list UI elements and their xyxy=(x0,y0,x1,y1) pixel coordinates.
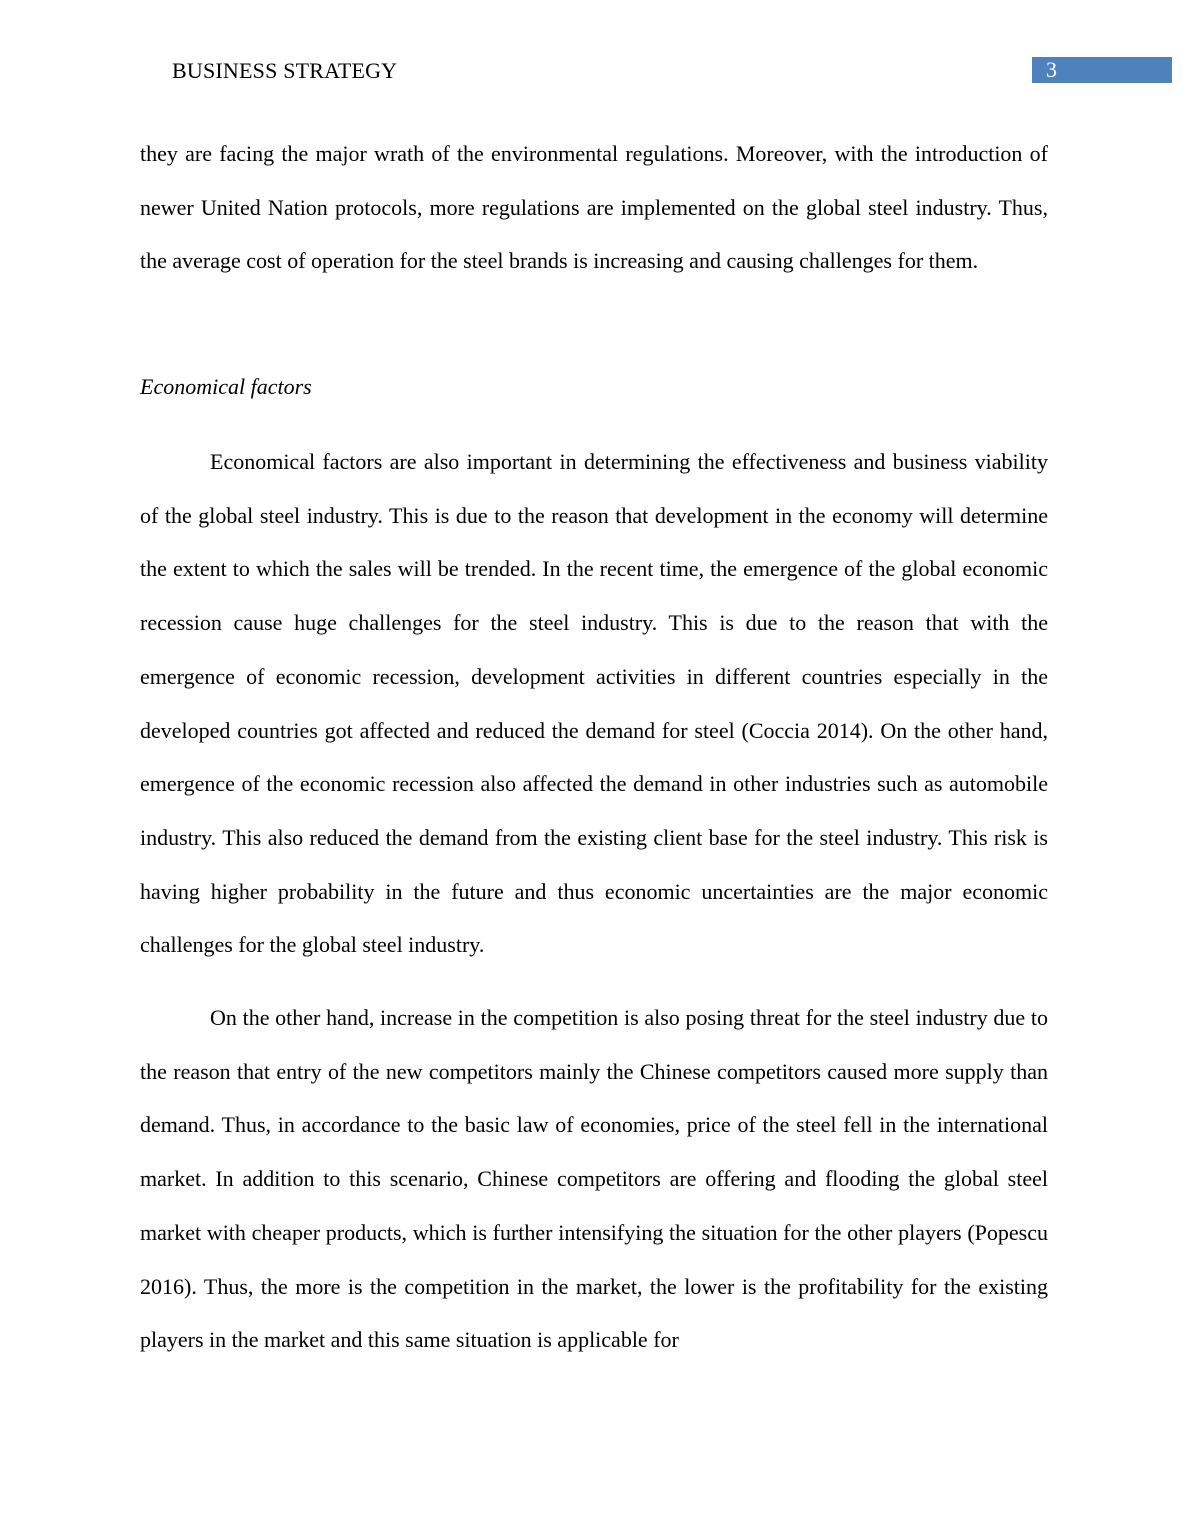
paragraph-continued: they are facing the major wrath of the environmental regulations. Moreover, with the introduction of newer United Nation protocols, more regulations are implemented on the global steel industry. Thus, the average cost of operation for the steel brands is increasing and causing challenges for them. xyxy=(140,141,1048,274)
page-number: 3 xyxy=(1046,57,1057,82)
section-heading-economical-factors: Economical factors xyxy=(140,374,312,399)
paragraph-competition: On the other hand, increase in the competition is also posing threat for the steel industry due to the reason that entry of the new competitors mainly the Chinese competitors caused more supply than demand. Thus, in accordance to the basic law of economies, price of the steel fell in the international market. In addition to this scenario, Chinese competitors are offering and flooding the global steel market with cheaper products, which is further intensifying the situation for the other players (Popescu 2016). Thus, the more is the competition in the market, the lower is the profitability for the existing players in the market and this same situation is applicable for xyxy=(140,1005,1048,1353)
page-number-badge xyxy=(1032,57,1172,83)
paragraph-economical-factors: Economical factors are also important in determining the effectiveness and business viability of the global steel industry. This is due to the reason that development in the economy will determine the extent to which the sales will be trended. In the recent time, the emergence of the global economic recession cause huge challenges for the steel industry. This is due to the reason that with the emergence of economic recession, development activities in different countries especially in the developed countries got affected and reduced the demand for steel (Coccia 2014). On the other hand, emergence of the economic recession also affected the demand in other industries such as automobile industry. This also reduced the demand from the existing client base for the steel industry. This risk is having higher probability in the future and thus economic uncertainties are the major economic challenges for the global steel industry. xyxy=(140,449,1048,958)
running-header-title: BUSINESS STRATEGY xyxy=(172,58,398,83)
